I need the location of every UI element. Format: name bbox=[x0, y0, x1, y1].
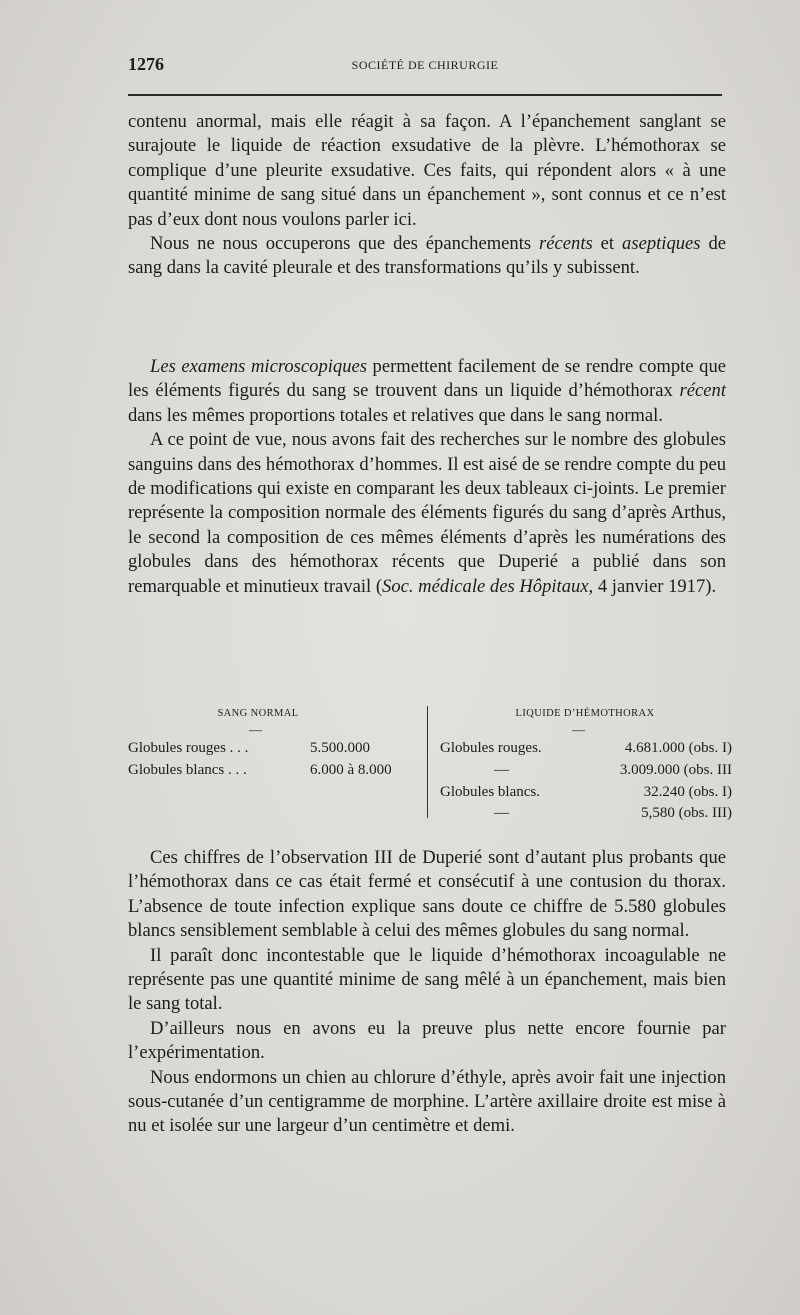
paragraph-8: Nous endormons un chien au chlorure d’éthyle, après avoir fait une injection sous-cutanée d’un centigramme de morphine. L’artère axillaire droite est mise à nu et isolée sur une largeur d’un centimètre et demi. bbox=[128, 1066, 726, 1137]
header-dash: — bbox=[249, 722, 262, 737]
blood-count-table bbox=[128, 704, 732, 824]
header-dash: — bbox=[572, 722, 585, 737]
paragraph-3: Les examens microscopiques permettent facilement de se rendre compte que les éléments figurés du sang se trouvent dans un liquide d’hémothorax récent dans les mêmes proportions totales et relatives que dans le sang normal. bbox=[128, 356, 726, 426]
paragraph-5: Ces chiffres de l’observation III de Duperié sont d’autant plus probants que l’hémothorax dans ce cas était fermé et consécutif à une contusion du thorax. L’absence de toute infection explique sans doute ce chiffre de 5.580 globules blancs sensiblement semblable à celui des mêmes globules du sang normal. bbox=[128, 847, 726, 942]
table-header-hemothorax: LIQUIDE D’HÉMOTHORAX bbox=[515, 708, 655, 719]
paragraph-6: Il paraît donc incontestable que le liquide d’hémothorax incoagulable ne représente pas une quantité minime de sang mêlé à un épanchement, mais bien le sang total. bbox=[128, 944, 726, 1015]
table-column-normal-blood: SANG NORMAL — Globules rouges . . . 5.500.000 Globules blancs . . . 6.000 à 8.000 bbox=[128, 708, 392, 778]
table-separator bbox=[427, 706, 428, 818]
paragraph-4: A ce point de vue, nous avons fait des recherches sur le nombre des globules sanguins dans des hémothorax d’hommes. Il est aisé de se rendre compte du peu de modifications qui existe en comparant les deux tableaux ci-joints. Le premier représente la composition normale des éléments figurés du sang d’après Arthus, le second la composition de ces mêmes éléments d’après les numérations des globules dans des hémothorax récents que Duperié a publié dans son remarquable et minutieux travail (Soc. médicale des Hôpitaux, 4 janvier 1917). bbox=[128, 429, 726, 597]
table-header-normal: SANG NORMAL bbox=[217, 708, 299, 719]
paragraph-1: contenu anormal, mais elle réagit à sa façon. A l’épanchement sanglant se surajoute le liquide de réaction exsudative de la plèvre. L’hémothorax se complique d’une pleurite exsudative. Ces faits, qui répondent alors « à une quantité minime de sang situé dans un épanchement », sont connus et ce n’est pas d’eux dont nous voulons parler ici. bbox=[128, 111, 726, 230]
page-number: 1276 bbox=[128, 54, 164, 74]
text-block-bottom bbox=[128, 846, 726, 1139]
table-column-hemothorax: LIQUIDE D’HÉMOTHORAX — Globules rouges. 4.681.000 (obs. I) — 3.009.000 (obs. III Globules blancs. 32.240 (obs. I) — 5,580 (obs. III) bbox=[440, 708, 732, 821]
header-rule bbox=[128, 94, 722, 96]
text-block-top bbox=[128, 110, 726, 281]
page-header bbox=[128, 54, 722, 80]
running-head: SOCIÉTÉ DE CHIRURGIE bbox=[351, 58, 499, 72]
paragraph-7: D’ailleurs nous en avons eu la preuve plus nette encore fournie par l’expérimentation. bbox=[128, 1017, 726, 1064]
paragraph-2: Nous ne nous occuperons que des épanchements récents et aseptiques de sang dans la cavité pleurale et des transformations qu’ils y subissent. bbox=[128, 233, 727, 279]
text-block-middle bbox=[128, 355, 726, 599]
